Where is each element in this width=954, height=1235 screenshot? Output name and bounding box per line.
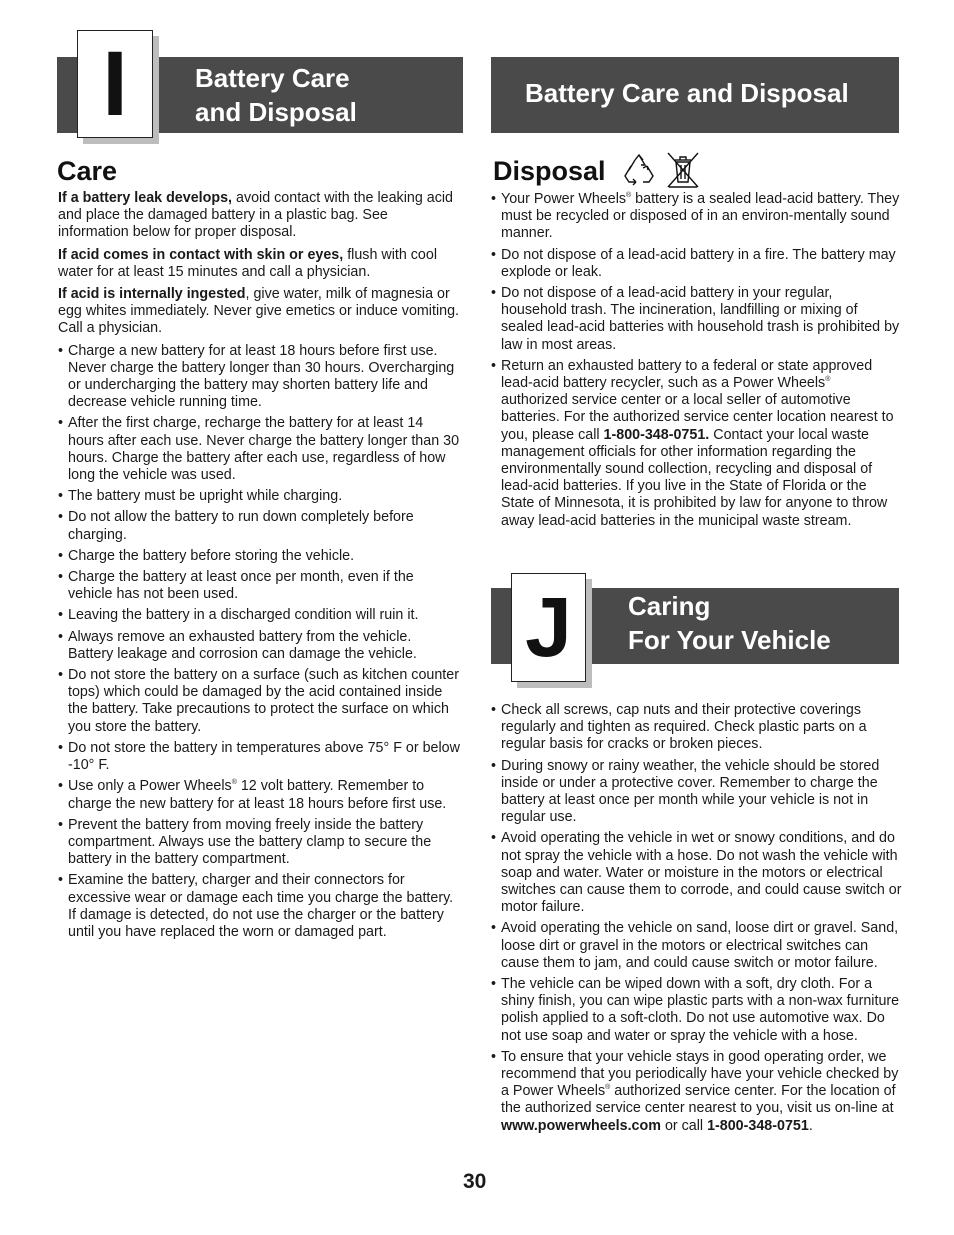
list-item: • Do not dispose of a lead-acid battery in a fire. The battery may explode or leak. [491, 247, 901, 281]
list-item: • Return an exhausted battery to a federal or state approved lead-acid battery recycler, such as a Power Wheels® authorized service center or a local seller of automotive batteries. For the authorized service center location nearest to you, please call 1-800-348-0751. Contact your local waste management officials for other information regarding the environmentally sound collection, recycling and disposal of lead-acid batteries. If you live in the State of Florida or the State of Minnesota, it is prohibited by law for anyone to throw away lead-acid batteries in the municipal waste stream. [491, 358, 901, 530]
list-item: • Avoid operating the vehicle on sand, loose dirt or gravel. Sand, loose dirt or gravel in the motors or electrical switches can cause them to jam, and could cause switch or motor failure. [491, 920, 903, 972]
list-item: • Charge a new battery for at least 18 hours before first use. Never charge the battery longer than 30 hours. Overcharging or undercharging the battery may shorten battery life and decrease vehicle running time. [58, 343, 460, 412]
caring-section-letter: J [525, 580, 572, 674]
list-item: • To ensure that your vehicle stays in good operating order, we recommend that you periodically have your vehicle checked by a Power Wheels® authorized service center. For the location of the authorized service center nearest to you, visit us on-line at www.powerwheels.com or call 1-800-348-0751. [491, 1049, 903, 1135]
care-paragraph-ingest: If acid is internally ingested, give water, milk of magnesia or egg whites immediately. Never give emetics or induce vomiting. Call a physician. [58, 286, 460, 337]
caring-column [491, 702, 903, 1139]
list-item: • Do not dispose of a lead-acid battery in your regular, household trash. The incineration, landfilling or mixing of sealed lead-acid batteries with household trash is prohibited by law in most areas. [491, 285, 901, 354]
disposal-column [491, 191, 901, 534]
caring-title-line1: Caring [628, 591, 711, 621]
list-item: • Charge the battery before storing the vehicle. [58, 548, 460, 565]
list-item: • During snowy or rainy weather, the vehicle should be stored inside or under a protective cover. Remember to charge the battery at least once per month while your vehicle is not in regular use. [491, 758, 903, 827]
caring-phone-number: 1-800-348-0751 [707, 1117, 809, 1134]
care-paragraph-skin: If acid comes in contact with skin or eyes, flush with cool water for at least 15 minutes and call a physician. [58, 246, 438, 280]
recycle-icon [621, 152, 657, 188]
list-item: • Always remove an exhausted battery from the vehicle. Battery leakage and corrosion can damage the vehicle. [58, 629, 460, 663]
care-heading: Care [57, 156, 118, 186]
disposal-heading: Disposal [493, 156, 606, 186]
list-item: • Avoid operating the vehicle in wet or snowy conditions, and do not spray the vehicle with a hose. Do not wash the vehicle with soap and water. Water or moisture in the motors or electrical switches can cause them to corrode, and could cause switch or motor failure. [491, 830, 903, 916]
caring-bullet-list [491, 702, 903, 1135]
website-link: www.powerwheels.com [501, 1117, 661, 1134]
list-item: • Do not store the battery on a surface (such as kitchen counter tops) which could be damaged by the acid contained inside the battery. Take precautions to protect the surface on which you store the battery. [58, 667, 460, 736]
section-letter: I [102, 33, 128, 135]
caring-section-letter-box [511, 573, 586, 682]
disposal-phone-number: 1-800-348-0751. [603, 426, 710, 443]
list-item: • Examine the battery, charger and their connectors for excessive wear or damage each time you charge the battery. If damage is detected, do not use the charger or the battery until you have replaced the worn or damaged part. [58, 872, 460, 941]
list-item: • Do not store the battery in temperatures above 75° F or below -10° F. [58, 740, 460, 774]
section-title-line2: and Disposal [195, 97, 357, 127]
care-bullet-list [58, 343, 460, 942]
list-item: • Prevent the battery from moving freely inside the battery compartment. Always use the battery clamp to secure the battery in the battery compartment. [58, 817, 460, 869]
list-item: • Your Power Wheels® battery is a sealed lead-acid battery. They must be recycled or disposed of in an environ-mentally sound manner. [491, 191, 901, 243]
page-header-bar [491, 57, 899, 133]
crossed-out-bin-icon [665, 150, 701, 190]
list-item: • Use only a Power Wheels® 12 volt battery. Remember to charge the new battery for at least 18 hours before first use. [58, 778, 460, 812]
list-item: • The vehicle can be wiped down with a soft, dry cloth. For a shiny finish, you can wipe plastic parts with a non-wax furniture polish applied to a soft-cloth. Do not use automotive wax. Do not use soap and water or spray the vehicle with a hose. [491, 976, 903, 1045]
section-letter-box [77, 30, 153, 138]
page-header-title: Battery Care and Disposal [525, 78, 849, 108]
care-column [58, 190, 460, 945]
disposal-bullet-list [491, 191, 901, 530]
list-item: • The battery must be upright while charging. [58, 488, 460, 505]
list-item: • Leaving the battery in a discharged condition will ruin it. [58, 607, 460, 624]
list-item: • Do not allow the battery to run down completely before charging. [58, 509, 460, 543]
section-title-line1: Battery Care [195, 63, 350, 93]
care-paragraph-leak: If a battery leak develops, avoid contact with the leaking acid and place the damaged battery in a plastic bag. See information below for proper disposal. [58, 190, 453, 241]
caring-title-line2: For Your Vehicle [628, 625, 831, 655]
list-item: • Check all screws, cap nuts and their protective coverings regularly and tighten as required. Check plastic parts on a regular basis for cracks or broken pieces. [491, 702, 903, 754]
list-item: • Charge the battery at least once per month, even if the vehicle has not been used. [58, 569, 460, 603]
page-number: 30 [463, 1170, 487, 1193]
list-item: • After the first charge, recharge the battery for at least 14 hours after each use. Never charge the battery longer than 30 hours. Charge the battery after each use, regardless of how long the vehicle was used. [58, 415, 460, 484]
